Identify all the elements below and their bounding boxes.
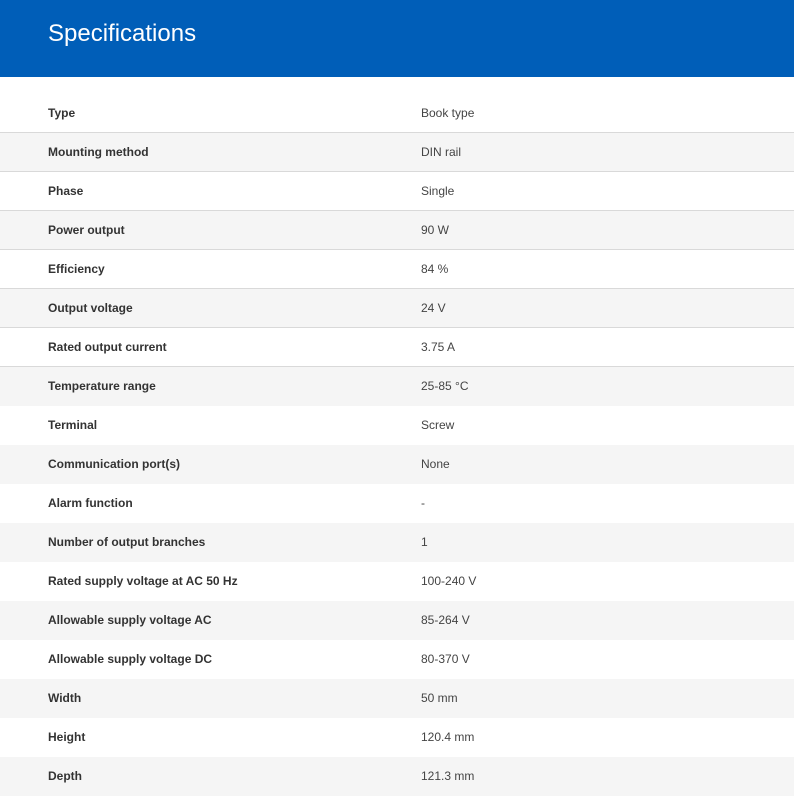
spec-label: Allowable supply voltage AC xyxy=(48,613,212,627)
spec-row-rated-supply-voltage xyxy=(0,562,794,601)
spec-value: 90 W xyxy=(421,223,450,237)
spec-value: 24 V xyxy=(421,301,446,315)
spec-label: Output voltage xyxy=(48,301,133,315)
spec-label: Rated supply voltage at AC 50 Hz xyxy=(48,574,238,588)
spec-label: Efficiency xyxy=(48,262,105,276)
spec-label: Mounting method xyxy=(48,145,149,159)
spec-value: 80-370 V xyxy=(421,652,470,666)
spec-value: 25-85 °C xyxy=(421,379,469,393)
spec-row-type xyxy=(0,94,794,133)
spec-label: Type xyxy=(48,106,76,120)
spec-row-alarm-function xyxy=(0,484,794,523)
spec-label: Rated output current xyxy=(48,340,167,354)
spec-label: Allowable supply voltage DC xyxy=(48,652,213,666)
spec-label: Terminal xyxy=(48,418,98,432)
spec-value: 121.3 mm xyxy=(421,769,475,783)
spec-label: Power output xyxy=(48,223,125,237)
spec-label: Depth xyxy=(48,769,82,783)
spec-value: - xyxy=(421,496,425,510)
spec-value: 85-264 V xyxy=(421,613,470,627)
spec-row-number-of-output-branches xyxy=(0,523,794,562)
spec-row-allowable-supply-voltage-ac xyxy=(0,601,794,640)
spec-value: 120.4 mm xyxy=(421,730,475,744)
spec-row-terminal xyxy=(0,406,794,445)
spec-row-allowable-supply-voltage-dc xyxy=(0,640,794,679)
spec-value: 100-240 V xyxy=(421,574,477,588)
spec-row-communication-ports xyxy=(0,445,794,484)
spec-value: Screw xyxy=(421,418,455,432)
spec-label: Temperature range xyxy=(48,379,156,393)
spec-value: 50 mm xyxy=(421,691,458,705)
spec-label: Width xyxy=(48,691,82,705)
spec-label: Height xyxy=(48,730,86,744)
spec-label: Alarm function xyxy=(48,496,133,510)
spec-label: Number of output branches xyxy=(48,535,206,549)
spec-value: None xyxy=(421,457,450,471)
spec-row-phase xyxy=(0,172,794,211)
spec-label: Phase xyxy=(48,184,84,198)
spec-label: Communication port(s) xyxy=(48,457,180,471)
spec-row-depth xyxy=(0,757,794,796)
spec-value: 1 xyxy=(421,535,428,549)
spec-row-efficiency xyxy=(0,250,794,289)
spec-row-power-output xyxy=(0,211,794,250)
spec-row-width xyxy=(0,679,794,718)
spec-row-rated-output-current xyxy=(0,328,794,367)
spec-value: Book type xyxy=(421,106,475,120)
spec-value: 84 % xyxy=(421,262,449,276)
specifications-table xyxy=(0,94,794,796)
spec-row-height xyxy=(0,718,794,757)
spec-value: 3.75 A xyxy=(421,340,456,354)
spec-row-output-voltage xyxy=(0,289,794,328)
spec-row-mounting-method xyxy=(0,133,794,172)
spec-value: Single xyxy=(421,184,455,198)
page-title: Specifications xyxy=(48,20,197,47)
spec-row-temperature-range xyxy=(0,367,794,406)
spec-value: DIN rail xyxy=(421,145,462,159)
specifications-header xyxy=(0,0,794,77)
